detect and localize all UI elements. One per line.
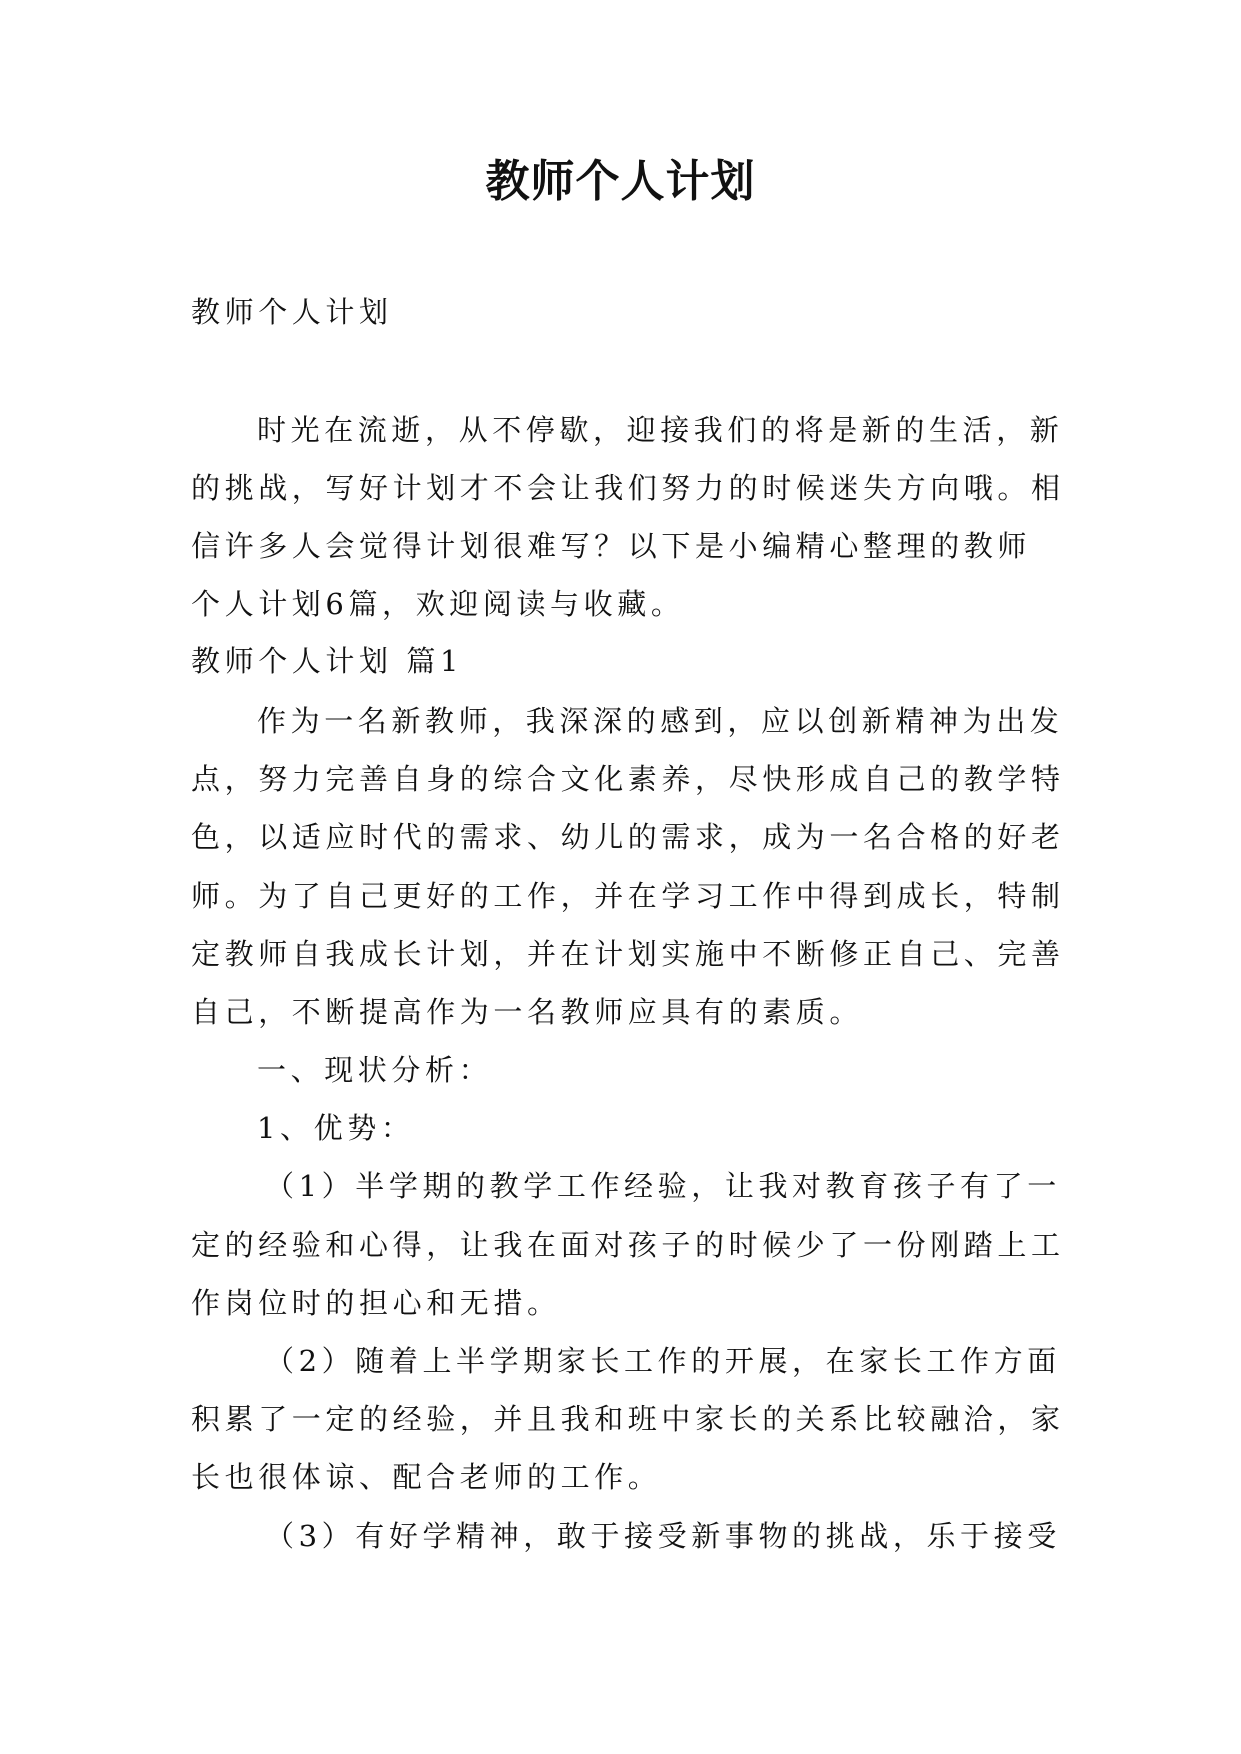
list-item-line: （3）有好学精神，敢于接受新事物的挑战，乐于接受 xyxy=(265,1519,1061,1553)
list-heading: 1、优势： xyxy=(257,1111,415,1145)
paragraph-line: 时光在流逝，从不停歇，迎接我们的将是新的生活，新 xyxy=(257,413,1064,447)
list-heading: 一、现状分析： xyxy=(257,1053,493,1087)
paragraph-line: 的挑战，写好计划才不会让我们努力的时候迷失方向哦。相 xyxy=(191,471,1065,505)
list-item-line: （2）随着上半学期家长工作的开展，在家长工作方面 xyxy=(265,1344,1061,1378)
document-subtitle: 教师个人计划 xyxy=(191,295,393,329)
paragraph-line: 信许多人会觉得计划很难写？以下是小编精心整理的教师 xyxy=(191,529,1032,563)
paragraph-line: 师。为了自己更好的工作，并在学习工作中得到成长，特制 xyxy=(191,879,1065,913)
list-item-line: 定的经验和心得，让我在面对孩子的时候少了一份刚踏上工 xyxy=(191,1228,1065,1262)
list-item-line: 积累了一定的经验，并且我和班中家长的关系比较融洽，家 xyxy=(191,1402,1065,1436)
paragraph-line: 点，努力完善自身的综合文化素养，尽快形成自己的教学特 xyxy=(191,762,1065,796)
paragraph-line: 个人计划6篇，欢迎阅读与收藏。 xyxy=(191,587,685,621)
paragraph-line: 定教师自我成长计划，并在计划实施中不断修正自己、完善 xyxy=(191,937,1065,971)
paragraph-line: 作为一名新教师，我深深的感到，应以创新精神为出发 xyxy=(257,704,1064,738)
document-title: 教师个人计划 xyxy=(485,156,756,207)
paragraph-line: 色，以适应时代的需求、幼儿的需求，成为一名合格的好老 xyxy=(191,820,1065,854)
list-item-line: （1）半学期的教学工作经验，让我对教育孩子有了一 xyxy=(265,1169,1061,1203)
section-heading: 教师个人计划 篇1 xyxy=(191,644,464,678)
list-item-line: 长也很体谅、配合老师的工作。 xyxy=(191,1460,662,1494)
paragraph-line: 自己，不断提高作为一名教师应具有的素质。 xyxy=(191,995,864,1029)
list-item-line: 作岗位时的担心和无措。 xyxy=(191,1286,561,1320)
